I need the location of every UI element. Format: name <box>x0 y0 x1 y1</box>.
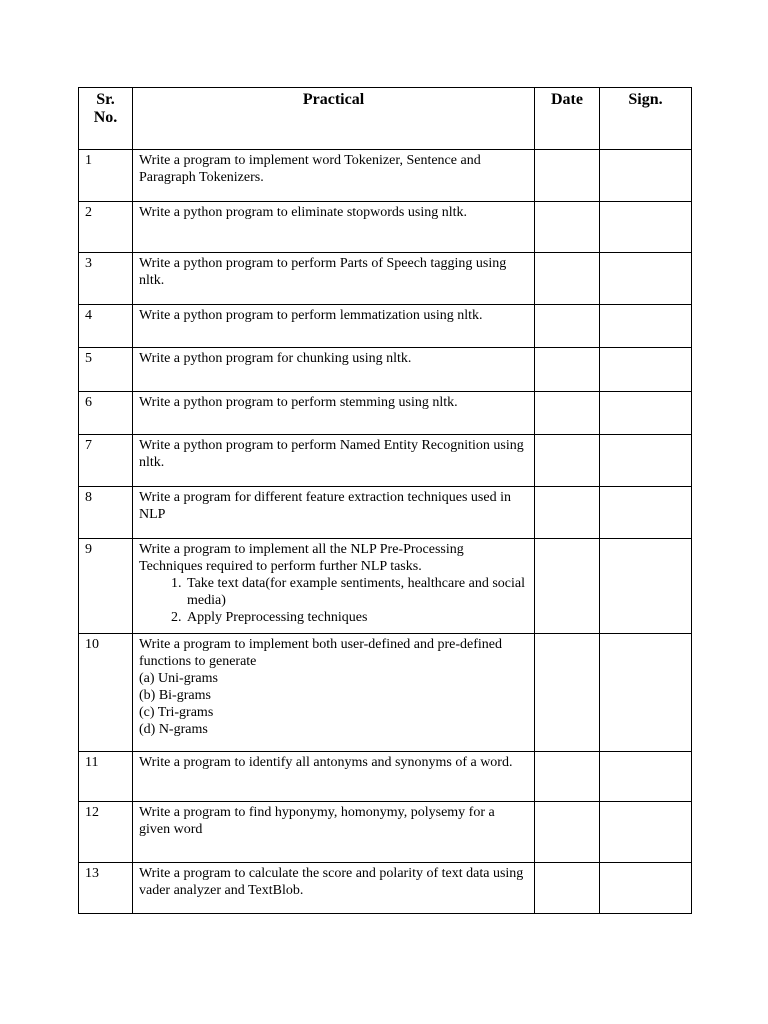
row-date <box>535 305 600 348</box>
row-date <box>535 487 600 539</box>
row-sign <box>600 487 692 539</box>
table-row <box>79 150 692 202</box>
row-number: 13 <box>79 863 133 914</box>
row-practical: Write a python program to perform Parts of Speech tagging using nltk. <box>133 253 535 305</box>
row-number: 5 <box>79 348 133 392</box>
row-practical <box>133 539 535 634</box>
row-date <box>535 202 600 253</box>
header-date: Date <box>535 88 600 150</box>
row-practical <box>133 634 535 752</box>
header-sign: Sign. <box>600 88 692 150</box>
table-row <box>79 802 692 863</box>
row-practical: Write a program to find hyponymy, homonymy, polysemy for a given word <box>133 802 535 863</box>
header-row <box>79 88 692 150</box>
row-date <box>535 150 600 202</box>
row-practical: Write a python program to perform Named Entity Recognition using nltk. <box>133 435 535 487</box>
row-number: 2 <box>79 202 133 253</box>
row-sign <box>600 863 692 914</box>
row-practical: Write a program to calculate the score and polarity of text data using vader analyzer and TextBlob. <box>133 863 535 914</box>
row-practical-text: Write a program to implement all the NLP Pre-Processing Techniques required to perform further NLP tasks. <box>139 542 464 574</box>
table-row <box>79 487 692 539</box>
list-item: 2. Apply Preprocessing techniques <box>185 609 528 626</box>
option-item: (d) N-grams <box>139 722 208 737</box>
row-date <box>535 802 600 863</box>
option-item: (a) Uni-grams <box>139 671 218 686</box>
header-sr-no: Sr. No. <box>79 88 133 150</box>
row-date <box>535 634 600 752</box>
row-number: 8 <box>79 487 133 539</box>
table-row <box>79 863 692 914</box>
row-practical: Write a program to identify all antonyms and synonyms of a word. <box>133 752 535 802</box>
row-date <box>535 539 600 634</box>
table-row <box>79 305 692 348</box>
row-number: 6 <box>79 392 133 435</box>
practicals-table <box>78 87 692 914</box>
row-date <box>535 253 600 305</box>
row-practical: Write a program to implement word Tokenizer, Sentence and Paragraph Tokenizers. <box>133 150 535 202</box>
header-practical: Practical <box>133 88 535 150</box>
table-row <box>79 392 692 435</box>
row-number: 11 <box>79 752 133 802</box>
row-date <box>535 435 600 487</box>
row-date <box>535 752 600 802</box>
row-sign <box>600 202 692 253</box>
row-sign <box>600 752 692 802</box>
row-sign <box>600 150 692 202</box>
row-date <box>535 348 600 392</box>
row-date <box>535 863 600 914</box>
option-item: (c) Tri-grams <box>139 705 214 720</box>
row-sign <box>600 253 692 305</box>
row-sign <box>600 392 692 435</box>
row-sign <box>600 348 692 392</box>
table-row <box>79 202 692 253</box>
row-sign <box>600 634 692 752</box>
table-row <box>79 253 692 305</box>
row-number: 9 <box>79 539 133 634</box>
row-sign <box>600 802 692 863</box>
row-number: 3 <box>79 253 133 305</box>
row-date <box>535 392 600 435</box>
row-sign <box>600 539 692 634</box>
table-row <box>79 752 692 802</box>
row-number: 7 <box>79 435 133 487</box>
row-sign <box>600 305 692 348</box>
row-practical-text: Write a program to implement both user-defined and pre-defined functions to generate <box>139 637 503 669</box>
row-number: 12 <box>79 802 133 863</box>
list-item: 1. Take text data(for example sentiments, healthcare and social media) <box>185 575 528 609</box>
table-row <box>79 348 692 392</box>
row-practical: Write a program for different feature extraction techniques used in NLP <box>133 487 535 539</box>
table-row <box>79 539 692 634</box>
row-practical: Write a python program to eliminate stopwords using nltk. <box>133 202 535 253</box>
row-practical: Write a python program for chunking using nltk. <box>133 348 535 392</box>
table-row <box>79 634 692 752</box>
row-number: 10 <box>79 634 133 752</box>
table-row <box>79 435 692 487</box>
row-practical: Write a python program to perform lemmatization using nltk. <box>133 305 535 348</box>
option-item: (b) Bi-grams <box>139 688 211 703</box>
row-number: 1 <box>79 150 133 202</box>
row-number: 4 <box>79 305 133 348</box>
row-sign <box>600 435 692 487</box>
steps-list <box>139 575 528 626</box>
row-practical: Write a python program to perform stemming using nltk. <box>133 392 535 435</box>
